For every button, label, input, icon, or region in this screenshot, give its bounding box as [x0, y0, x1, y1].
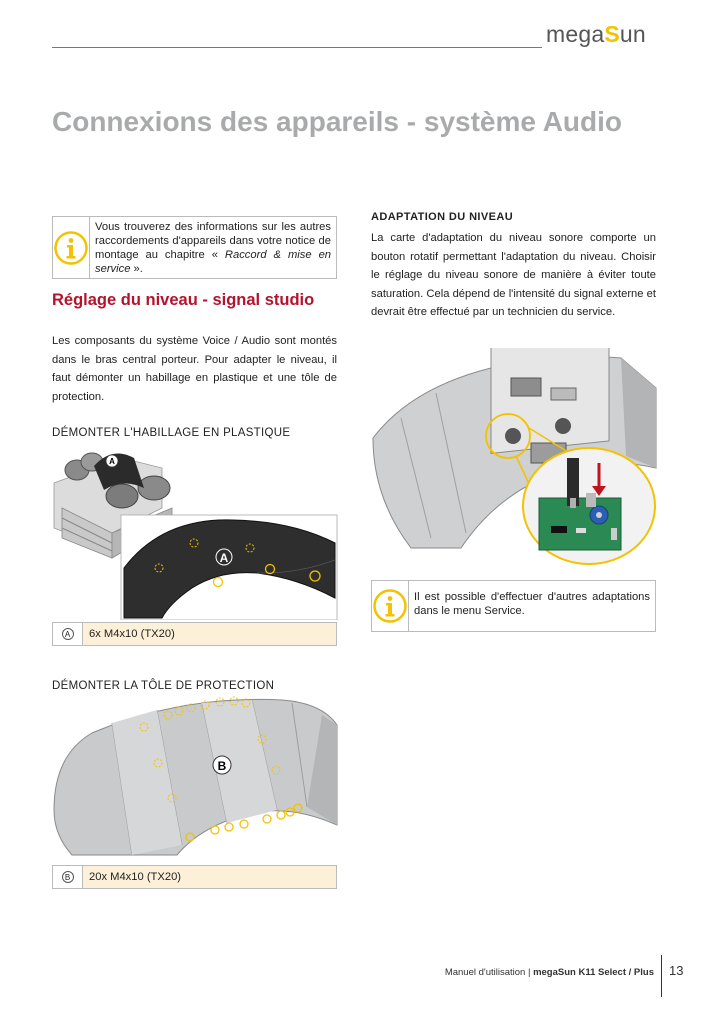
zoom-inset-a [121, 515, 337, 620]
legend-b-key: B [53, 866, 83, 888]
adaptation-heading: ADAPTATION DU NIVEAU [371, 211, 514, 223]
legend-a-value: 6x M4x10 (TX20) [83, 623, 336, 645]
info-icon [53, 230, 89, 266]
adaptation-figure [371, 348, 657, 566]
footer-text: Manuel d'utilisation | megaSun K11 Select / Plus [444, 967, 654, 978]
header-rule [52, 47, 542, 48]
legend-b-value: 20x M4x10 (TX20) [83, 866, 336, 888]
megasun-logo: megaSun [546, 21, 646, 47]
info-icon [372, 588, 408, 624]
info-note-2 [371, 580, 656, 632]
legend-a [52, 622, 337, 646]
page-title: Connexions des appareils - système Audio [52, 106, 623, 137]
svg-text:A: A [109, 457, 115, 466]
step-a-figure [52, 448, 338, 620]
footer-divider [661, 955, 662, 997]
info-note-1-text: Vous trouverez des informations sur les autres raccordements d'appareils dans votre notice de montage au chapitre « Raccord & mise en service ». [95, 221, 332, 275]
step-a-caption: DÉMONTER L'HABILLAGE EN PLASTIQUE [52, 427, 291, 439]
section-body: Les composants du système Voice / Audio sont montés dans le bras central porteur. Pour adapter le niveau, il faut démonter un habillage en plastique et une tôle de protection. [52, 335, 337, 403]
section-heading: Réglage du niveau - signal studio [52, 291, 315, 309]
step-b-caption: DÉMONTER LA TÔLE DE PROTECTION [52, 680, 275, 692]
info-note-2-text: Il est possible d'effectuer d'autres adaptations dans le menu Service. [414, 591, 650, 617]
info-note-1 [52, 216, 337, 279]
info-icon-cell-2 [372, 581, 409, 631]
legend-b [52, 865, 337, 889]
legend-a-key: A [53, 623, 83, 645]
step-b-figure [52, 695, 338, 860]
marker-a-small [106, 455, 118, 467]
adaptation-body: La carte d'adaptation du niveau sonore comporte un bouton rotatif permettant l'adaptation du niveau. Choisir le réglage du niveau sonore de manière à éviter toute saturation. Cela dépend de l'intensité du signal externe et devrait être effectué par un technicien du service. [371, 232, 656, 318]
svg-text:B: B [217, 759, 227, 773]
info-icon-cell [53, 217, 90, 278]
svg-text:A: A [219, 551, 229, 565]
marker-b [213, 756, 231, 774]
page-number: 13 [669, 963, 684, 978]
zoom-circuit-board [523, 448, 655, 564]
